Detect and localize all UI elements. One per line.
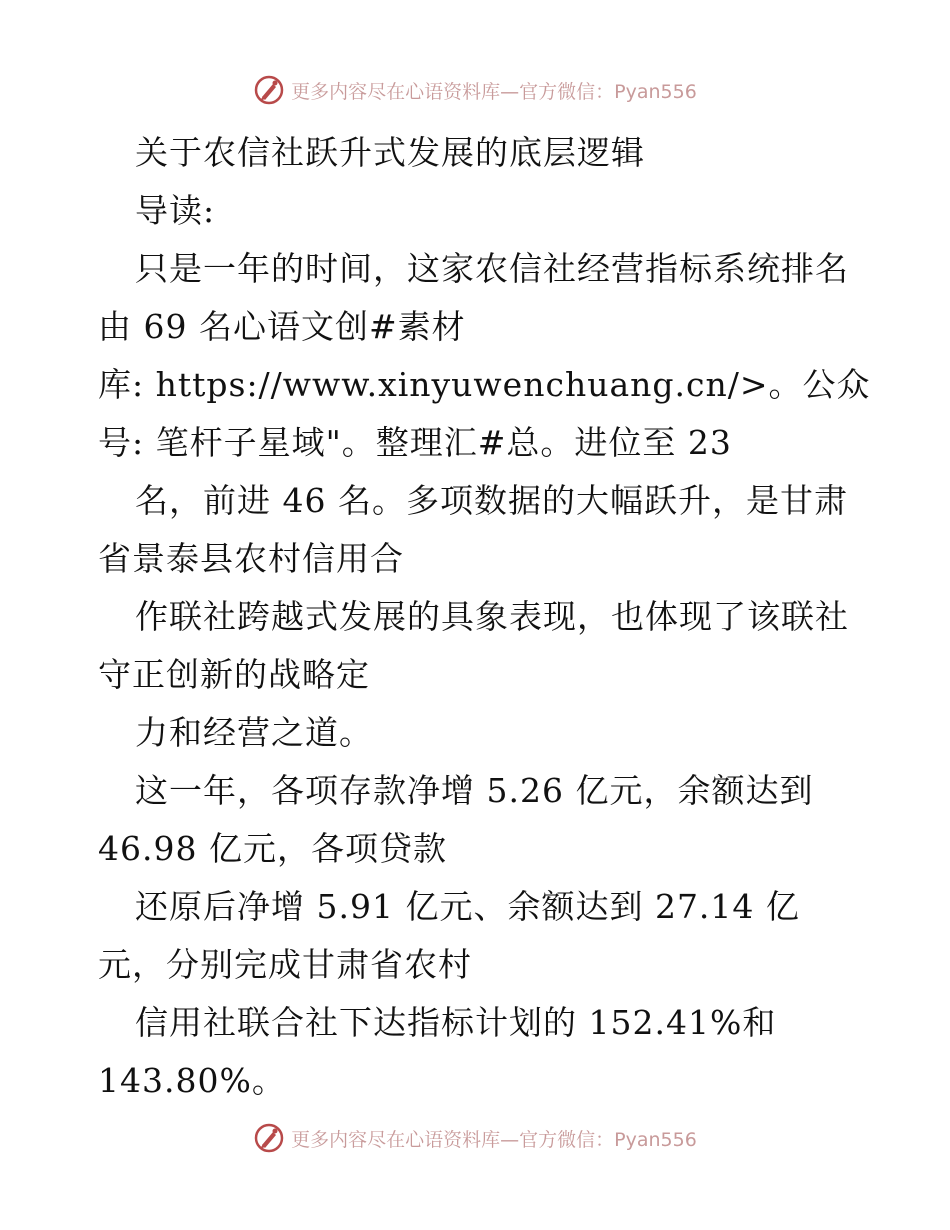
watermark-text: 更多内容尽在心语资料库—官方微信：Pyan556 xyxy=(291,1128,697,1151)
text-line: 力和经营之道。 xyxy=(135,713,373,752)
intro-label: 导读: xyxy=(135,191,216,230)
watermark-text: 更多内容尽在心语资料库—官方微信：Pyan556 xyxy=(291,80,697,103)
text-line: 守正创新的战略定 xyxy=(98,655,370,694)
pen-logo-icon xyxy=(253,74,285,106)
text-line: 46.98 亿元，各项贷款 xyxy=(98,829,447,868)
text-line: 号: 笔杆子星域"。整理汇#总。进位至 23 xyxy=(98,423,732,462)
text-line: 还原后净增 5.91 亿元、余额达到 27.14 亿 xyxy=(135,887,800,926)
pen-logo-icon xyxy=(253,1122,285,1154)
text-line: 省景泰县农村信用合 xyxy=(98,539,404,578)
document-title: 关于农信社跃升式发展的底层逻辑 xyxy=(135,133,645,172)
text-line: 只是一年的时间，这家农信社经营指标系统排名 xyxy=(135,249,849,288)
footer-watermark xyxy=(0,1118,950,1158)
document-body xyxy=(98,124,871,1110)
text-line: 143.80%。 xyxy=(98,1061,286,1100)
header-watermark xyxy=(0,70,950,110)
text-line: 库: https://www.xinyuwenchuang.cn/>。公众 xyxy=(98,365,871,404)
text-line: 名，前进 46 名。多项数据的大幅跃升，是甘肃 xyxy=(135,481,848,520)
text-line: 作联社跨越式发展的具象表现，也体现了该联社 xyxy=(135,597,849,636)
text-line: 信用社联合社下达指标计划的 152.41%和 xyxy=(135,1003,777,1042)
text-line: 由 69 名心语文创#素材 xyxy=(98,307,466,346)
text-line: 这一年，各项存款净增 5.26 亿元，余额达到 xyxy=(135,771,814,810)
text-line: 元，分别完成甘肃省农村 xyxy=(98,945,472,984)
